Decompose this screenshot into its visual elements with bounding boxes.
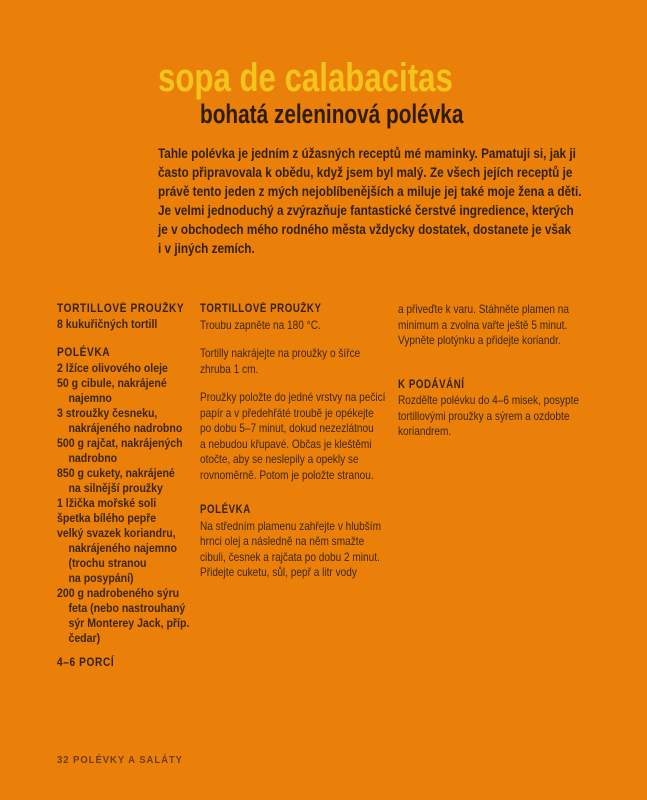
ingredient-line: 50 g cibule, nakrájené [57,376,167,390]
spacer [57,646,189,656]
section-header: K PODÁVÁNÍ [398,378,465,391]
spacer [200,377,385,390]
instruction-line: Vypněte plotýnku a přidejte koriandr. [398,333,561,347]
ingredient-line: nakrájeného najemno [68,541,178,555]
instruction-line: hrnci olej a následně na něm smažte [200,534,365,548]
instruction-line: zhruba 1 cm. [200,361,259,376]
ingredient-line: najemno [68,391,112,405]
instruction-line: po dobu 5–7 minut, dokud nezezlátnou [200,421,374,435]
instruction-line: Proužky položte do jedné vrstvy na pečicí [200,390,386,404]
ingredient-line: 850 g cukety, nakrájené [57,466,175,480]
instruction-paragraph [398,302,579,349]
instruction-line: cibuli, česnek a rajčata po dobu 2 minut. [200,549,380,564]
ingredient-line: 2 lžíce olivového oleje [57,361,168,375]
instruction-line: papír a v předehřáté troubě je opékejte [200,405,374,420]
intro-line: i v jiných zemích. [158,240,255,256]
instruction-line: minimum a zvolna vařte ještě 5 minut. [398,317,568,332]
instruction-line: a nebudou křupavé. Občas je kleštěmi [200,436,372,451]
instruction-paragraph [200,318,385,334]
spacer [200,333,385,346]
method-column-2 [398,302,579,440]
ingredient-line: 8 kukuřičných tortill [57,317,158,331]
ingredient-line: (trochu stranou [68,556,147,570]
instruction-line: koriandrem. [398,424,452,438]
instruction-line: Rozdělte polévku do 4–6 misek, posypte [398,393,579,407]
instruction-line: tortillovými proužky a sýrem a ozdobte [398,408,570,423]
instruction-line: Na středním plamenu zahřejte v hlubším [200,518,381,533]
instruction-line: Přidejte cuketu, sůl, pepř a litr vody [200,565,357,579]
spacer [57,332,189,346]
recipe-intro [158,144,582,258]
instruction-line: Tortilly nakrájejte na proužky o šířce [200,346,361,360]
ingredient-line: 500 g rajčat, nakrájených [57,436,183,450]
ingredient-line: nakrájeného nadrobno [68,421,183,435]
recipe-title: sopa de calabacitas [158,56,453,100]
intro-line: Tahle polévka je jedním z úžasných receptů mé maminky. Pamatuji si, jak ji [158,145,576,161]
instruction-line: otočte, aby se neslepily a opekly se [200,452,359,466]
ingredient-line: na posypání) [68,571,134,585]
instruction-line: a přiveďte k varu. Stáhněte plamen na [398,302,569,316]
ingredient-line: 1 lžička mořské soli [57,496,157,510]
instruction-paragraph [200,346,385,377]
spacer [200,483,385,503]
chapter-title: POLÉVKY A SALÁTY [73,755,183,766]
intro-line: často připravovala k obědu, když jsem byl malý. Ze všech jejích receptů je [158,164,573,180]
ingredient-line: velký svazek koriandru, [57,526,176,540]
ingredient-line: čedar) [68,631,101,645]
spacer [398,349,579,378]
ingredients-column [57,302,189,671]
page-footer [57,755,183,766]
ingredient-line: 200 g nadrobeného sýru [57,586,180,600]
intro-line: je v obchodech mého rodného města vždycky dostatek, dostanete je však [158,221,572,237]
page-number: 32 [57,755,70,766]
intro-line: Je velmi jednoduchý a zvýrazňuje fantastické čerstvé ingredience, kterých [158,202,574,218]
instruction-paragraph [200,519,385,581]
section-header: POLÉVKA [200,504,251,516]
recipe-subtitle: bohatá zeleninová polévka [200,99,464,129]
instruction-paragraph [200,390,385,483]
section-header: TORTILLOVÉ PROUŽKY [57,303,185,315]
ingredient-line: špetka bílého pepře [57,511,157,525]
instruction-paragraph [398,393,579,440]
section-header: TORTILLOVÉ PROUŽKY [200,303,322,315]
method-column-1 [200,302,385,581]
ingredient-line: feta (nebo nastrouhaný [68,601,186,615]
ingredient-line: na silnější proužky [68,481,163,495]
ingredient-line: 3 stroužky česneku, [57,406,158,420]
instruction-line: Troubu zapněte na 180 °C. [200,317,321,332]
section-header: 4–6 PORCÍ [57,657,115,669]
section-header: POLÉVKA [57,347,111,359]
ingredient-line: nadrobno [68,451,118,465]
ingredient-line: sýr Monterey Jack, příp. [68,616,190,630]
intro-line: právě tento jeden z mých nejoblíbenějších a miluje jej také moje žena a děti. [158,183,582,199]
instruction-line: rovnoměrně. Potom je položte stranou. [200,467,374,482]
